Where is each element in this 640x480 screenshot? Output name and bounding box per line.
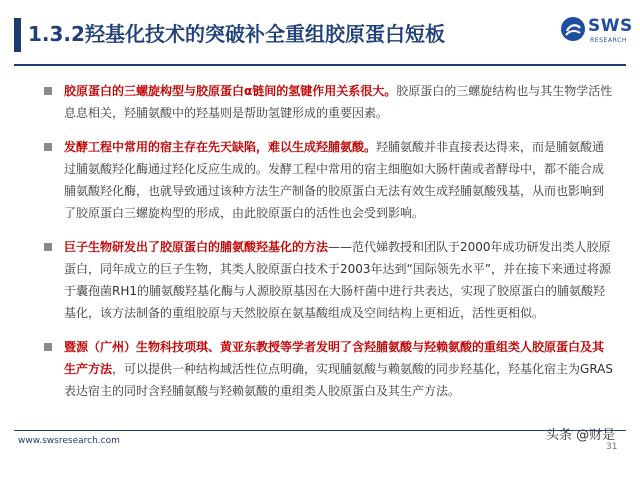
watermark-text: 头条 @财是	[546, 428, 616, 443]
square-bullet-icon	[44, 343, 52, 351]
square-bullet-icon	[44, 243, 52, 251]
paragraph-body: ，可以提供一种结构域活性位点明确，实现脯氨酸与赖氨酸的同步羟基化，羟基化宿主为GRAS表达宿主的同时含羟脯氨酸与羟赖氨酸的重组类人胶原蛋白及其生产方法。	[64, 362, 613, 398]
slide-content	[40, 80, 615, 414]
sws-logo	[560, 14, 632, 54]
square-bullet-icon	[44, 87, 52, 95]
slide-header	[0, 0, 640, 68]
bullet-paragraph	[40, 136, 615, 224]
sws-logo-icon	[560, 16, 586, 42]
bullet-paragraph	[40, 80, 615, 124]
paragraph-body: ——范代娣教授和团队于2000年成功研发出类人胶原蛋白，同年成立的巨子生物，其类人胶原蛋白技术于2003年达到“国际领先水平”，并在接下来通过将源于囊孢菌RH1的脯氨酸羟基化酶与人源胶原基因在大肠杆菌中进行共表达，实现了胶原蛋白的脯氨酸羟基化，该方法制备的重组胶原与天然胶原在氨基酸组成及空间结构上更相近，活性更相似。	[64, 240, 611, 320]
paragraph-body: 胶原蛋白的三螺旋结构也与其生物学活性息息相关，羟脯氨酸中的羟基则是帮助氢键形成的重要因素。	[64, 84, 613, 120]
paragraph-highlight: 巨子生物研发出了胶原蛋白的脯氨酸羟基化的方法	[64, 240, 329, 254]
page-number: 31	[606, 442, 618, 452]
logo-subtext: RESEARCH	[590, 37, 628, 44]
footer-url: www.swsresearch.com	[18, 436, 120, 446]
slide-title: 1.3.2羟基化技术的突破补全重组胶原蛋白短板	[28, 22, 445, 46]
paragraph-highlight: 发酵工程中常用的宿主存在先天缺陷，难以生成羟脯氨酸。	[64, 140, 377, 154]
square-bullet-icon	[44, 143, 52, 151]
paragraph-highlight: 暨源（广州）生物科技项琪、黄亚东教授等学者发明了含羟脯氨酸与羟赖氨酸的重组类人胶原蛋白及其生产方法	[64, 340, 605, 376]
title-accent-bar	[14, 18, 21, 52]
bullet-paragraph	[40, 336, 615, 402]
paragraph-body: 羟脯氨酸并非直接表达得来，而是脯氨酸通过脯氨酸羟化酶通过羟化反应生成的。发酵工程中常用的宿主细胞如大肠杆菌或者酵母中，都不能合成脯氨酸羟化酶，也就导致通过该种方法生产制备的胶原蛋白无法有效生成羟脯氨酸残基，从而也影响到了胶原蛋白三螺旋构型的形成，由此胶原蛋白的活性也会受到影响。	[64, 140, 605, 220]
header-divider	[14, 64, 626, 66]
paragraph-highlight: 胶原蛋白的三螺旋构型与胶原蛋白α链间的氢键作用关系很大。	[64, 84, 397, 98]
logo-text: SWS	[588, 16, 633, 36]
bullet-paragraph	[40, 236, 615, 324]
footer-divider	[14, 430, 626, 431]
